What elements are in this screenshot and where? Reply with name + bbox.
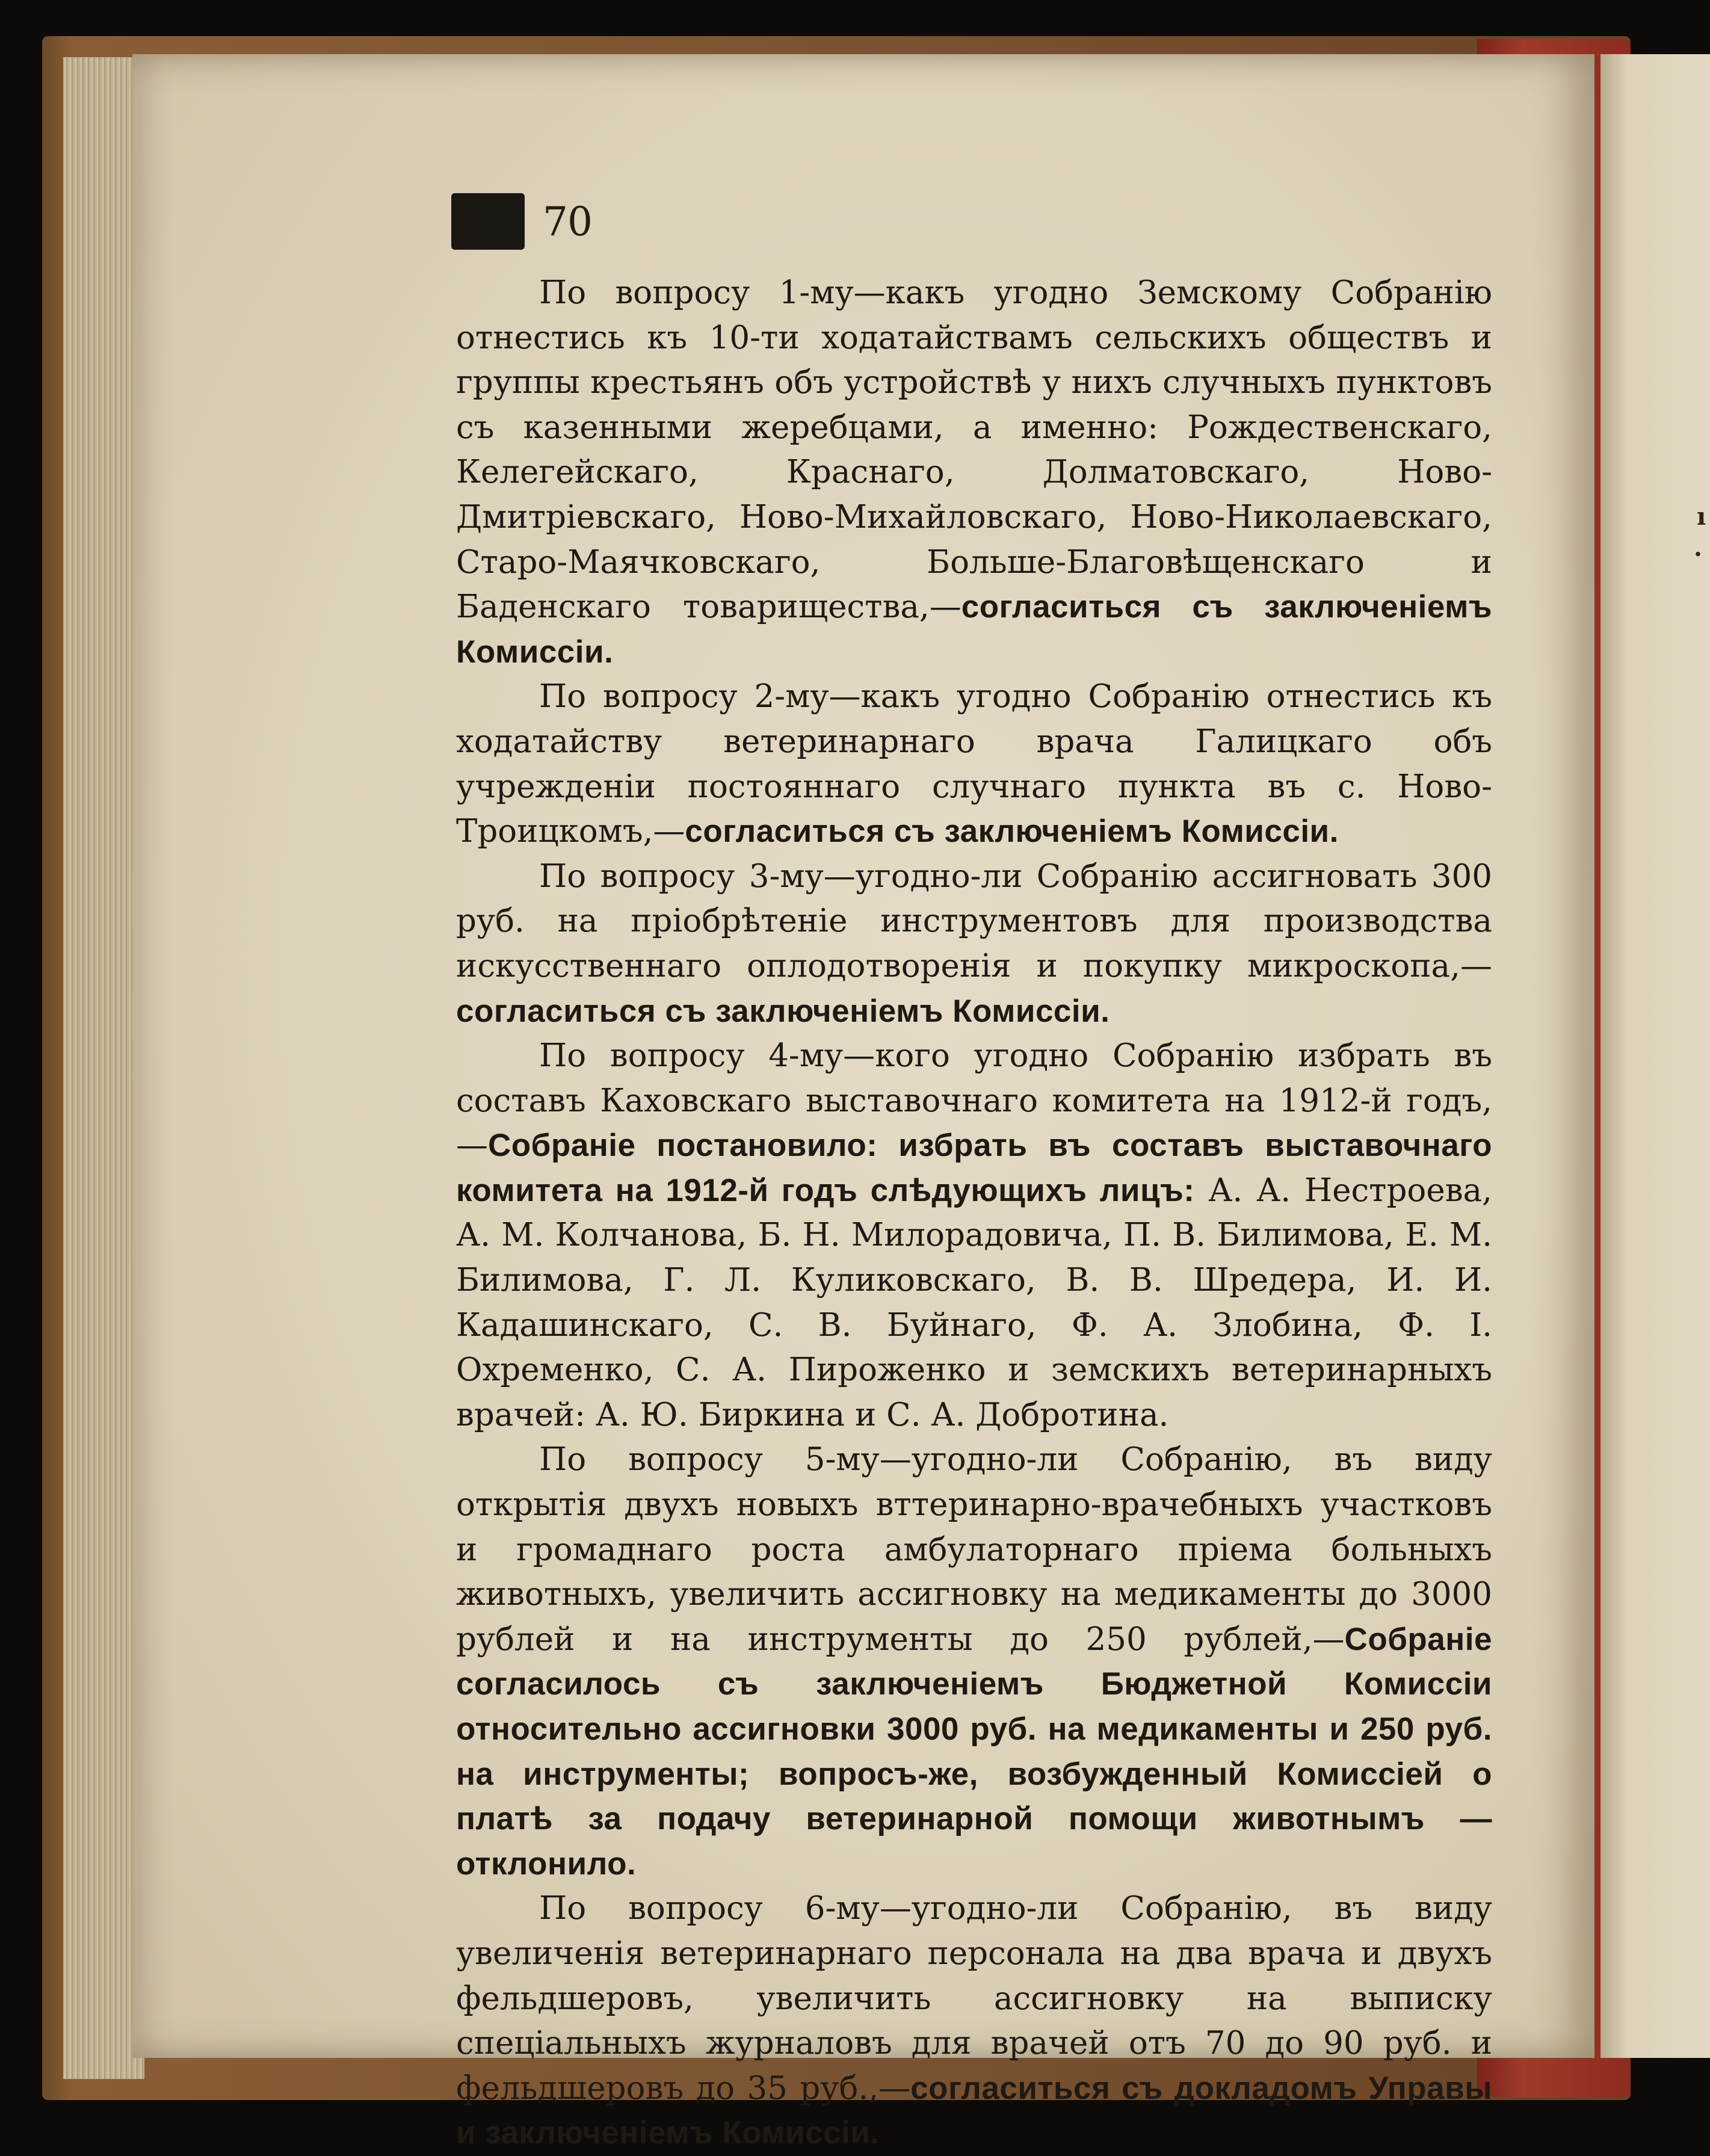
paragraph-question-3 bbox=[456, 854, 1492, 1034]
resolution-text: согласиться съ заключеніемъ Комиссіи. bbox=[685, 814, 1339, 850]
page-number: 70 bbox=[543, 198, 592, 245]
stray-mark: ı bbox=[1697, 502, 1706, 531]
question-text: По вопросу 2-му—какъ угодно Собранію отнестись къ ходатайству ветеринарнаго врача Галицкаго объ учрежденіи постояннаго случнаго пункта въ с. Ново-Троицкомъ,— bbox=[456, 678, 1492, 850]
paragraph-question-1 bbox=[456, 271, 1492, 675]
paragraph-question-5 bbox=[456, 1438, 1492, 1886]
resolution-text: Собраніе согласилось съ заключеніемъ Бюджетной Комиссіи относительно ассигновки 3000 руб. на медикаменты и 250 руб. на инструменты; вопросъ-же, возбужденный Комиссіей о платѣ за подачу ветеринарной помощи животнымъ —отклонило. bbox=[456, 1621, 1492, 1882]
paragraph-question-4 bbox=[456, 1034, 1492, 1438]
page-corner-mark bbox=[451, 193, 525, 250]
question-text: По вопросу 3-му—угодно-ли Собранію ассигновать 300 руб. на пріобрѣтеніе инструментовъ для производства искусственнаго оплодотворенія и покупку микроскопа,— bbox=[456, 857, 1492, 984]
paragraph-question-2 bbox=[456, 675, 1492, 854]
resolution-text: согласиться съ докладомъ Управы и заключеніемъ Комиссіи. bbox=[456, 2070, 1492, 2151]
paragraph-question-6 bbox=[456, 1886, 1492, 2156]
resolution-text: согласиться съ заключеніемъ Комиссіи. bbox=[456, 993, 1110, 1029]
stray-dot: · bbox=[1694, 540, 1702, 569]
question-text: По вопросу 1-му—какъ угодно Земскому Собранію отнестись къ 10-ти ходатайствамъ сельскихъ обществъ и группы крестьянъ объ устройствѣ у нихъ случныхъ пунктовъ съ казенными жеребцами, а именно: Рождественскаго, Келегейскаго, Краснаго, Долматовскаго, Ново-Дмитріевскаго, Ново-Михайловскаго, Ново-Николаевскаго, Старо-Маячковскаго, Больше-Благовѣщенскаго и Баденскаго товарищества,— bbox=[456, 274, 1492, 626]
page-header bbox=[451, 191, 592, 252]
next-page-edge bbox=[1600, 54, 1710, 2058]
question-text: По вопросу 6-му—угодно-ли Собранію, въ виду увеличенія ветеринарнаго персонала на два врача и двухъ фельдшеровъ, увеличить ассигновку на выписку спеціальныхъ журналовъ для врачей отъ 70 до 90 руб. и фельдшеровъ до 35 руб.,— bbox=[456, 1890, 1492, 2107]
page-body bbox=[456, 271, 1492, 2156]
question-text: По вопросу 4-му—кого угодно Собранію избрать въ составъ Каховскаго выставочнаго комитета на 1912-й годъ,— bbox=[456, 1037, 1492, 1164]
resolution-text: Собраніе постановило: избрать въ составъ выставочнаго комитета на 1912-й годъ слѣдующихъ лицъ: bbox=[456, 1128, 1492, 1208]
resolution-text: согласиться съ заключеніемъ Комиссіи. bbox=[456, 589, 1492, 670]
committee-members: А. А. Нестроева, А. М. Колчанова, Б. Н. Милорадовича, П. В. Билимова, Е. М. Билимова, Г. Л. Куликовскаго, В. В. Шредера, И. И. Кадашинскаго, С. В. Буйнаго, Ф. А. Злобина, Ф. І. Охременко, С. А. Пироженко и земскихъ ветеринарныхъ врачей: А. Ю. Биркина и С. А. Добротина. bbox=[456, 1172, 1492, 1433]
question-text: По вопросу 5-му—угодно-ли Собранію, въ виду открытія двухъ новыхъ вттеринарно-врачебныхъ участковъ и громаднаго роста амбулаторнаго пріема больныхъ животныхъ, увеличить ассигновку на медикаменты до 3000 рублей и на инструменты до 250 рублей,— bbox=[456, 1441, 1492, 1658]
